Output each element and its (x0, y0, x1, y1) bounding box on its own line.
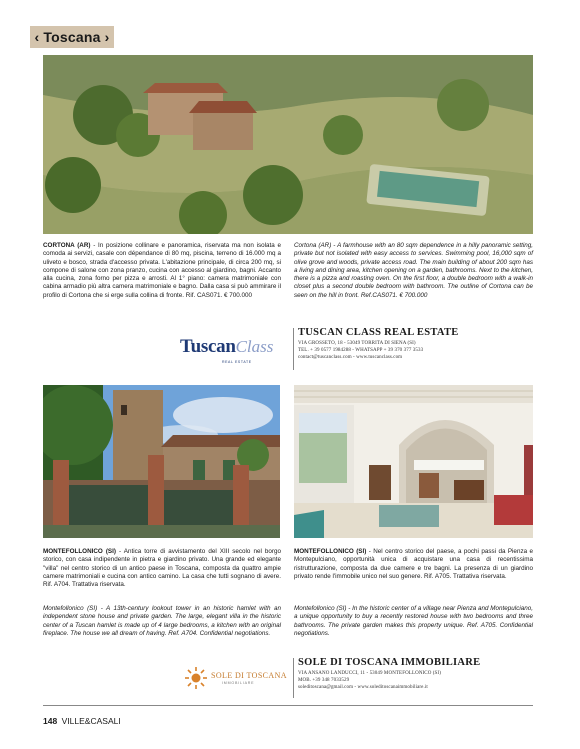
section-tab: ‹ Toscana › (30, 26, 114, 48)
photo-montefollonico-interior (294, 385, 533, 538)
agency2-divider (293, 658, 294, 698)
agency2-details (298, 657, 533, 691)
agency2-phone: MOB. +39 348 7033529 (298, 678, 350, 683)
agency1-details (298, 327, 533, 361)
agency1-phone: TEL. + 39 0577 1984288 - WHATSAPP + 39 370 377 3533 (298, 348, 424, 353)
page-number: 148 (43, 716, 58, 726)
sole-di-toscana-logo: SOLE DI TOSCANA IMMOBILIARE (180, 664, 290, 692)
listing-cortona-english: Cortona (AR) - A farmhouse with an 80 sqm dependence in a hilly panoramic setting, private but not isolated with easy access to services. Swimming pool, 16,000 sqm of olive grove and woods, private access road. The main building of about 200 sqm has a living and dining area, kitchen opening on a garden, bathrooms. Next to the kitchen, there is a pizza and roasting oven. On the first floor, a double bedroom with a walk-in closet plus a second double bedroom with bathroom. The outline of Cortona can be seen on the hill in front. Ref.CAS071. € 700.000 (294, 242, 533, 299)
agency1-web: contact@tuscanclass.com - www.tuscanclass.com (298, 355, 403, 360)
footer-rule (43, 705, 533, 706)
agency1-name: TUSCAN CLASS REAL ESTATE (298, 327, 459, 338)
tuscan-class-logo: TuscanClass REAL ESTATE (180, 336, 274, 364)
photo-cortona-farmhouse (43, 55, 533, 234)
footer (43, 711, 121, 729)
listing-montefollonico-house-italian: MONTEFOLLONICO (SI) - Nel centro storico del paese, a pochi passi da Pienza e Montepulciano, opportunità unica di acquistare una casa di recentissima ristrutturazione, composta da due camere e tre bagni. La presenza di un giardino privato rende l'immobile unico nel suo genere. Rif. A705. Trattativa riservata. (294, 548, 533, 580)
agency1-address: VIA GROSSETO, 18 - 53049 TORRITA DI SIENA (SI) (298, 341, 416, 346)
sun-icon (184, 666, 208, 690)
agency2-name: SOLE DI TOSCANA IMMOBILIARE (298, 657, 481, 668)
photo-montefollonico-tower (43, 385, 280, 538)
listing-cortona-italian: CORTONA (AR) - In posizione collinare e panoramica, riservata ma non isolata e comoda ai servizi, casale con dépendance di 80 mq, piscina, terreno di 16.000 mq a uliveto e bosco, strada d'accesso privata. L'abitazione principale, di circa 200 mq, si compone di salone con zona pranzo, cucina con accesso al giardino, bagni. Accanto alla cucina, zona forno per pizza e arrosti. Al 1° piano: camera matrimoniale con cabina armadio più altra camera matrimoniale e bagno. Dalla casa si può ammirare il profilo di Cortona che si erge sulla collina di fronte. Rif. CAS071. € 700.000 (43, 242, 282, 299)
listing-montefollonico-tower-italian: MONTEFOLLONICO (SI) - Antica torre di avvistamento del XIII secolo nel borgo storico, con casa indipendente in pietra e giardino privato. Una grande ed elegante "villa" nel centro storico di un antico paese in Toscana, composta da quattro ampie camere matrimoniali e cucina con antico camino. La casa che tutti sognano di avere. Rif. A704. Trattativa riservata. (43, 548, 281, 589)
agency2-web: soleditoscana@gmail.com - www.soleditoscanaimmobiliare.it (298, 685, 428, 690)
magazine-name: VILLE&CASALI (61, 716, 121, 726)
agency2-address: VIA ANSANO LANDUCCI, 11 - 53049 MONTEFOLLONICO (SI) (298, 671, 441, 676)
agency1-divider (293, 328, 294, 370)
listing-montefollonico-house-english: Montefollonico (SI) - In the historic center of a village near Pienza and Montepulciano, a unique opportunity to buy a recently restored house with two bedrooms and three bathrooms. The private garden makes this property unique. Ref. A705. Confidential negotiations. (294, 605, 533, 637)
listing-montefollonico-tower-english: Montefollonico (SI) - A 13th-century lookout tower in an historic hamlet with an independent stone house and private garden. The large, elegant villa in the historic center of a Tuscan hamlet is made up of 4 large bedrooms, a kitchen with an original fireplace. The house we all dream of having. Ref. A704. Confidential negotiations. (43, 605, 281, 637)
